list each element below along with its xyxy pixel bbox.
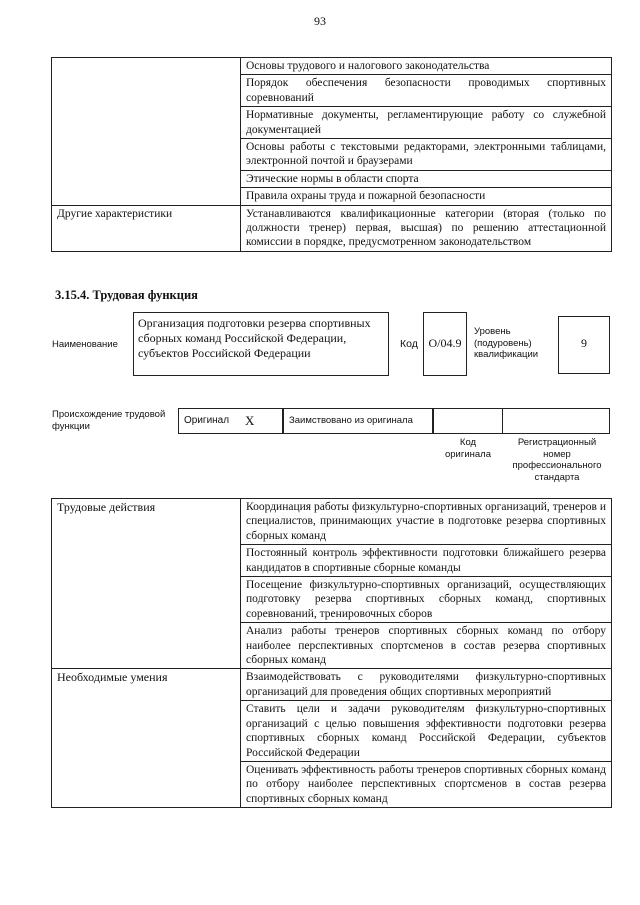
table-row: [52, 669, 612, 701]
code-original-caption: Код оригинала: [444, 437, 491, 460]
table-row: [52, 58, 612, 75]
table-row: [52, 205, 612, 251]
row-header: Другие характеристики: [52, 205, 241, 251]
table-cell: Устанавливаются квалификационные категории (вторая (только по должности тренер) первая, высшая) по решению аттестационной комиссии в порядке, предусмотренном законодательством: [241, 205, 612, 251]
table-cell: Нормативные документы, регламентирующие работу со служебной документацией: [241, 107, 612, 139]
code-value-box: [423, 312, 467, 376]
table-cell: Постоянный контроль эффективности подготовки ближайшего резерва кандидатов в спортивные сборные команды: [241, 545, 612, 577]
table-cell: Координация работы физкультурно-спортивных организаций, тренеров и специалистов, принимающих участие в подготовке резерва спортивных сборных команд: [241, 499, 612, 545]
table-cell: Посещение физкультурно-спортивных организаций, осуществляющих подготовку резерва спортивных сборных команд, спортивных соревнований, тренировочных сборов: [241, 577, 612, 623]
section-title: 3.15.4. Трудовая функция: [55, 288, 198, 302]
origin-label: Происхождение трудовой функции: [52, 409, 166, 432]
table-cell: Этические нормы в области спорта: [241, 170, 612, 187]
table-cell: Ставить цели и задачи руководителям физкультурно-спортивных организаций с целью повышения эффективности подготовки резерва спортивных сборных команд Российской Федерации, субъектов Российской Федерации: [241, 701, 612, 762]
code-label: Код: [400, 338, 418, 350]
table-cell: Взаимодействовать с руководителями физкультурно-спортивных организаций для проведения общих спортивных мероприятий: [241, 669, 612, 701]
table-cell: Оценивать эффективность работы тренеров спортивных сборных команд по отбору наиболее перспективных спортсменов в состав резерва спортивных сборных команд: [241, 761, 612, 807]
table-row: [52, 499, 612, 545]
row-header: Необходимые умения: [52, 669, 241, 808]
table-cell: Основы трудового и налогового законодательства: [241, 58, 612, 75]
table-cell: Основы работы с текстовыми редакторами, электронными таблицами, электронной почтой и браузерами: [241, 139, 612, 171]
original-label: Оригинал: [184, 415, 230, 426]
code-value: О/04.9: [428, 336, 462, 350]
level-value-box: [558, 316, 610, 374]
name-value: Организация подготовки резерва спортивных сборных команд Российской Федерации, субъектов Российской Федерации: [138, 316, 371, 360]
function-details-table: [51, 498, 612, 808]
name-value-box: [133, 312, 389, 376]
table-cell-empty: [52, 58, 241, 206]
level-value: 9: [581, 336, 587, 350]
borrowed-label: Заимствовано из оригинала: [289, 415, 413, 426]
reg-number-caption: Регистрационный номер профессионального стандарта: [512, 437, 602, 483]
name-label: Наименование: [52, 339, 118, 350]
code-original-cell: [433, 408, 503, 434]
table-cell: Анализ работы тренеров спортивных сборных команд по отбору наиболее перспективных спортсменов в состав резерва спортивных сборных команд: [241, 623, 612, 669]
page-number: 93: [314, 14, 326, 28]
table-cell: Порядок обеспечения безопасности проводимых спортивных соревнований: [241, 75, 612, 107]
row-header: Трудовые действия: [52, 499, 241, 669]
original-mark: X: [245, 413, 255, 428]
table-cell: Правила охраны труда и пожарной безопасности: [241, 188, 612, 205]
level-label: Уровень (подуровень) квалификации: [474, 326, 539, 360]
characteristics-table: [51, 57, 612, 252]
